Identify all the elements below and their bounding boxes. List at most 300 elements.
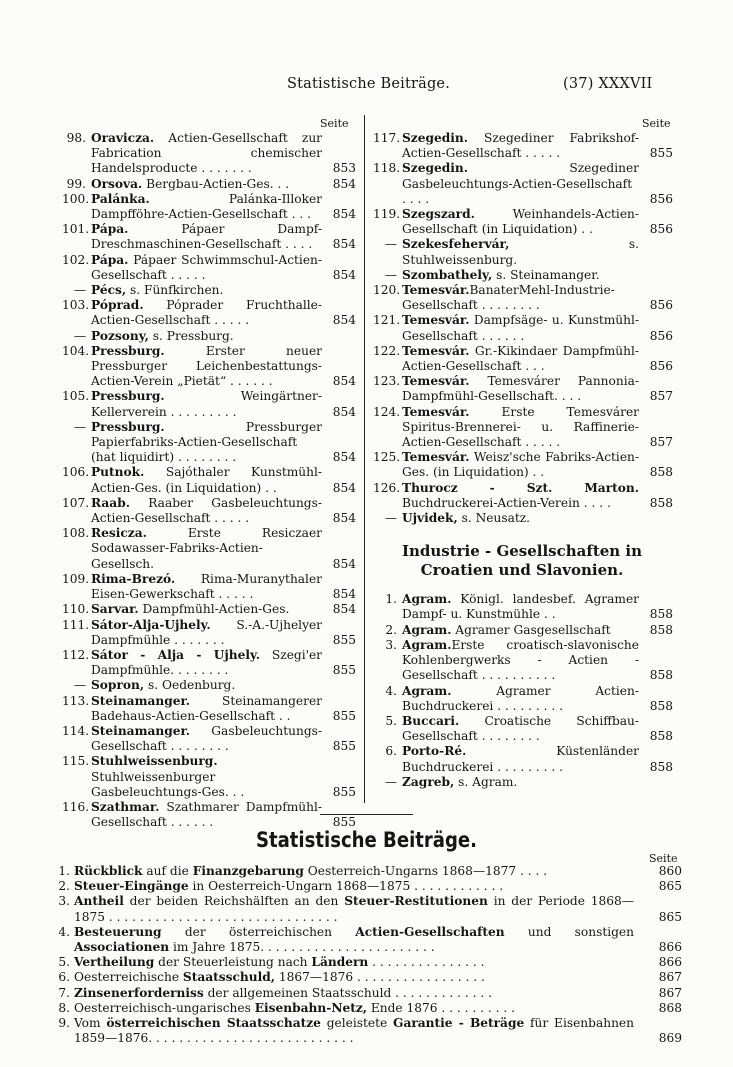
index-entry: [373, 374, 673, 404]
entry-keyword: Temesvár.: [402, 283, 470, 298]
entry-description: Königl. landesbef. Agramer Dampf- u. Kunstmühle . .: [402, 592, 639, 622]
entry-description: Weingärtner-Kellerverein . . . . . . . . .: [91, 389, 322, 419]
entry-text: [91, 724, 322, 754]
entry-keyword: Sarvar.: [91, 602, 139, 617]
left-column: [62, 131, 356, 830]
entry-number: —: [384, 237, 397, 252]
entry-page: 867: [658, 985, 682, 1000]
entry-page: 855: [332, 632, 356, 647]
entry-keyword: Pécs,: [91, 283, 127, 298]
entry-keyword: Ujvidek,: [402, 511, 458, 526]
entry-page: 857: [649, 435, 673, 450]
entry-text: [91, 496, 322, 526]
entry-description: s. Fünfkirchen.: [126, 283, 224, 298]
entry-page: 854: [332, 176, 356, 191]
entry-text: [91, 754, 322, 800]
entry-text: [74, 1001, 634, 1016]
entry-page: 865: [658, 909, 682, 924]
entry-description: Pápaer Schwimmschul-Actien-Gesellschaft . . . . .: [91, 252, 322, 282]
entry-text: [402, 744, 639, 774]
entry-text: [402, 638, 639, 684]
entry-page: 865: [658, 879, 682, 894]
entry-text: [91, 465, 322, 495]
entry-keyword: Rima-Brezó.: [91, 571, 176, 586]
entry-text: [91, 253, 322, 283]
entry-keyword: Associationen: [74, 940, 170, 955]
entry-keyword: Pápa.: [91, 222, 129, 237]
entry-keyword: Oravicza.: [91, 131, 155, 145]
entry-page: 854: [332, 404, 356, 419]
entry-description: Rima-Muranythaler Eisen-Gewerkschaft . . . . .: [91, 571, 322, 602]
index-entry: [373, 283, 673, 313]
entry-description: s. Steinamanger.: [492, 267, 600, 282]
entry-keyword: Steinamanger.: [91, 723, 191, 738]
index-entry: [373, 268, 673, 283]
entry-keyword: Porto-Ré.: [402, 744, 467, 759]
entry-keyword: Garantie - Beträge: [393, 1016, 525, 1031]
entry-number: 118.: [373, 161, 401, 176]
entry-text: [402, 313, 639, 343]
entry-text: [402, 592, 639, 622]
entry-page: 855: [332, 739, 356, 754]
entry-number: 99.: [66, 176, 86, 191]
entry-number: 6.: [385, 744, 397, 759]
entry-text: [402, 481, 639, 511]
entry-number: 119.: [373, 207, 401, 222]
index-entry: [373, 207, 673, 237]
entry-description: s. Neusatz.: [457, 511, 531, 526]
entry-page: 855: [332, 663, 356, 678]
entry-description: Erster neuer Pressburger Leichenbestattungs-Actien-Verein „Pietät“ . . . . . .: [91, 343, 322, 389]
entry-text: [402, 775, 639, 790]
entry-keyword: Temesvár.: [402, 404, 470, 419]
entry-description: Póprader Fruchthalle-Actien-Gesellschaft . . . . .: [91, 298, 322, 328]
index-entry: [62, 420, 356, 466]
index-entry: [373, 344, 673, 374]
entry-keyword: österreichischen Staatsschatze: [106, 1016, 321, 1031]
entry-number: 123.: [373, 374, 401, 389]
entry-description: Szegediner Fabrikshof-Actien-Gesellschaft . . . . .: [402, 131, 639, 161]
entry-text-part: Oesterreich-Ungarns 1868—1877 . . . .: [303, 864, 548, 878]
entry-text-part: geleistete: [320, 1016, 394, 1031]
croatia-entries: [373, 592, 673, 790]
entry-number: —: [384, 267, 397, 282]
entry-description: Gasbeleuchtungs-Gesellschaft . . . . . . . .: [91, 723, 322, 754]
entry-description: Steinamangerer Badehaus-Actien-Gesellschaft . .: [91, 693, 322, 723]
entry-text: [91, 298, 322, 328]
index-entry: [62, 754, 356, 800]
statistics-contents: [52, 864, 682, 1046]
entry-keyword: Orsova.: [91, 176, 143, 191]
entry-description: Agramer Actien-Buchdruckerei . . . . . . . . .: [402, 683, 639, 713]
entry-text-part: und sonstigen: [504, 924, 634, 939]
entry-page: 868: [658, 1000, 682, 1015]
entry-number: 107.: [62, 495, 90, 510]
entry-keyword: Szekesfehervár,: [402, 237, 510, 252]
entry-text-part: . . . . . . . . . . . . . . .: [368, 955, 485, 970]
column-divider: [364, 115, 365, 803]
entry-number: 111.: [62, 617, 90, 632]
entry-number: 9.: [58, 1016, 70, 1031]
entry-text: [402, 374, 639, 404]
entry-description: Temesvárer Pannonia-Dampfmühl-Gesellschaft. . . .: [402, 374, 639, 404]
seite-label-left: Seite: [320, 117, 349, 130]
entry-text: [91, 572, 322, 602]
index-entry: [62, 389, 356, 419]
entry-text-part: Vom: [74, 1016, 107, 1031]
entry-keyword: Temesvár.: [402, 313, 470, 328]
entry-keyword: Temesvár.: [402, 374, 470, 389]
entry-number: 1.: [58, 864, 70, 878]
contents-entry: [52, 894, 682, 924]
running-header: [0, 76, 733, 98]
entry-description: s. Agram.: [454, 774, 518, 789]
entry-description: Raaber Gasbeleuchtungs-Actien-Gesellschaft . . . . .: [91, 495, 322, 526]
entry-page: 866: [658, 940, 682, 955]
section-rule: [320, 814, 413, 815]
entry-text: [91, 131, 322, 177]
entry-keyword: Pressburg.: [91, 343, 165, 358]
entry-page: 855: [332, 815, 356, 830]
index-entry: [62, 800, 356, 830]
entry-keyword: Pozsony,: [91, 328, 149, 343]
entry-keyword: Resicza.: [91, 526, 147, 541]
entry-text-part: Oesterreichisch-ungarisches: [74, 1000, 255, 1015]
entry-number: —: [73, 328, 86, 343]
entry-keyword: Szegszard.: [402, 207, 475, 222]
entry-page: 858: [649, 698, 673, 713]
entry-page: 856: [649, 191, 673, 206]
index-entry: [62, 222, 356, 252]
right-column: [373, 131, 673, 790]
entry-text: [74, 970, 634, 985]
entry-keyword: Stuhlweissenburg.: [91, 754, 218, 769]
entry-description: Szegi'er Dampfmühle. . . . . . . .: [91, 647, 322, 678]
entry-page: 858: [649, 668, 673, 683]
entry-text: [74, 864, 634, 879]
entry-text: [74, 1016, 634, 1046]
entry-number: —: [73, 419, 86, 434]
entry-text-part: Ende 1876 . . . . . . . . . .: [367, 1000, 516, 1015]
entry-page: 867: [658, 970, 682, 985]
seite-label-bottom: Seite: [649, 852, 678, 865]
entry-page: 854: [332, 556, 356, 571]
entry-text: [91, 177, 322, 192]
entry-number: 104.: [62, 343, 90, 358]
index-entry: [62, 283, 356, 298]
entry-keyword: Putnok.: [91, 465, 145, 480]
entry-number: 5.: [58, 955, 70, 970]
entry-description: Sajóthaler Kunstmühl-Actien-Ges. (in Liquidation) . .: [91, 465, 322, 495]
entry-keyword: Sátor-Alja-Ujhely.: [91, 617, 211, 632]
entry-number: 117.: [373, 131, 401, 145]
index-entry: [373, 161, 673, 207]
entry-text: [402, 283, 639, 313]
entry-page: 855: [649, 146, 673, 161]
entry-keyword: Szegedin.: [402, 161, 469, 176]
entry-page: 856: [649, 298, 673, 313]
entry-text: [91, 329, 322, 344]
entry-page: 854: [332, 313, 356, 328]
entry-page: 854: [332, 480, 356, 495]
entry-page: 854: [332, 602, 356, 617]
entry-number: 115.: [62, 754, 90, 769]
entry-number: 7.: [58, 985, 70, 1000]
entry-page: 854: [332, 587, 356, 602]
entry-page: 855: [332, 708, 356, 723]
entry-keyword: Steuer-Restitutionen: [344, 894, 488, 909]
entry-description: BanaterMehl-Industrie-Gesellschaft . . . . . . . .: [402, 283, 615, 313]
entry-text-part: in Oesterreich-Ungarn 1868—1875 . . . . . . . . . . . .: [188, 879, 504, 894]
entry-text: [91, 420, 322, 466]
entry-page: 854: [332, 207, 356, 222]
index-entry: [373, 714, 673, 744]
index-entry: [373, 775, 673, 790]
entry-text: [402, 714, 639, 744]
contents-entry: [52, 864, 682, 879]
entry-keyword: Pressburg.: [91, 389, 165, 404]
entry-number: 116.: [62, 799, 90, 814]
contents-entry: [52, 879, 682, 894]
entry-description: Pressburger Papierfabriks-Actien-Gesellschaft (hat liquidirt) . . . . . . . .: [91, 419, 322, 465]
entry-description: Weinhandels-Actien-Gesellschaft (in Liquidation) . .: [402, 207, 639, 237]
entry-description: Pápaer Dampf-Dreschmaschinen-Gesellschaft . . . .: [91, 222, 322, 252]
entry-description: Agramer Gasgesellschaft: [451, 622, 611, 637]
entry-text-part: Oesterreichische: [74, 970, 183, 985]
entry-text: [74, 925, 634, 955]
contents-entry: [52, 970, 682, 985]
entry-page: 858: [649, 622, 673, 637]
entry-text: [74, 879, 634, 894]
entry-number: —: [73, 283, 86, 298]
index-entry: [373, 131, 673, 161]
section-title: Statistische Beiträge.: [255, 828, 478, 852]
entry-text: [402, 511, 639, 526]
entry-text: [402, 131, 639, 161]
entry-description: Croatische Schiffbau-Gesellschaft . . . . . . . .: [402, 713, 639, 744]
entry-description: s. Pressburg.: [148, 328, 234, 343]
entry-description: Bergbau-Actien-Ges. . .: [142, 176, 290, 191]
entry-text: [74, 894, 634, 924]
index-entry: [373, 481, 673, 511]
contents-entry: [52, 1016, 682, 1046]
entry-text-part: auf die: [142, 864, 193, 878]
entry-text: [402, 344, 639, 374]
index-entry: [62, 694, 356, 724]
entry-page: 855: [332, 784, 356, 799]
entry-page: 860: [658, 864, 682, 878]
entry-keyword: Szegedin.: [402, 131, 469, 145]
index-entry: [373, 511, 673, 526]
entry-number: 102.: [62, 252, 90, 267]
entry-description: Stuhlweissenburger Gasbeleuchtungs-Ges. . .: [91, 769, 245, 799]
entry-text-part: der beiden Reichshälften an den: [123, 894, 345, 909]
entry-keyword: Szombathely,: [402, 267, 493, 282]
entry-text: [74, 955, 634, 970]
entry-description: s. Oedenburg.: [144, 678, 236, 693]
running-title: Statistische Beiträge.: [287, 76, 451, 92]
contents-entry: [52, 925, 682, 955]
entry-keyword: Finanzgebarung: [192, 864, 304, 878]
entry-keyword: Steuer-Eingänge: [74, 879, 189, 894]
index-entry: [62, 724, 356, 754]
entry-page: 854: [332, 450, 356, 465]
entry-text: [91, 283, 322, 298]
entry-keyword: Eisenbahn-Netz,: [254, 1000, 368, 1015]
entry-page: 854: [332, 267, 356, 282]
entry-number: 4.: [58, 924, 70, 939]
entry-description: Dampfsäge- u. Kunstmühl-Gesellschaft . . . . . .: [402, 313, 639, 343]
entry-number: 4.: [385, 683, 397, 698]
entry-keyword: Steinamanger.: [91, 693, 191, 708]
entry-number: 8.: [58, 1000, 70, 1015]
index-entry: [373, 592, 673, 622]
entry-description: Küstenländer Buchdruckerei . . . . . . . . .: [402, 744, 639, 774]
entry-keyword: Vertheilung: [74, 955, 155, 970]
entry-keyword: Rückblick: [74, 864, 143, 878]
entry-description: s. Stuhlweissenburg.: [402, 237, 639, 267]
entry-text: [402, 237, 639, 267]
entry-page: 854: [332, 237, 356, 252]
contents-entry: [52, 955, 682, 970]
index-entry: [373, 405, 673, 451]
entry-number: 2.: [58, 879, 70, 894]
entry-description: Szathmarer Dampfmühl-Gesellschaft . . . . . .: [91, 799, 322, 830]
index-entry: [373, 623, 673, 638]
subheading-croatia: [373, 542, 673, 580]
index-entry: [62, 329, 356, 344]
entry-description: Szegediner Gasbeleuchtungs-Actien-Gesellschaft . . . .: [402, 161, 639, 206]
entry-page: 856: [649, 222, 673, 237]
entry-number: 114.: [62, 723, 90, 738]
entry-keyword: Póprad.: [91, 298, 144, 313]
entry-keyword: Zagreb,: [402, 774, 455, 789]
entry-keyword: Staatsschuld,: [182, 970, 276, 985]
index-entry: [62, 298, 356, 328]
entry-number: 3.: [58, 894, 70, 909]
index-entry: [62, 678, 356, 693]
entry-text: [91, 618, 322, 648]
index-entry: [373, 450, 673, 480]
index-entry: [62, 465, 356, 495]
entry-keyword: Actien-Gesellschaften: [355, 924, 505, 939]
entry-number: 120.: [373, 283, 401, 298]
entry-page: 858: [649, 495, 673, 510]
entry-description: S.-A.-Ujhelyer Dampfmühle . . . . . . .: [91, 617, 322, 647]
entry-description: Actien-Gesellschaft zur Fabrication chemischer Handelsproducte . . . . . . .: [91, 131, 322, 176]
entry-keyword: Agram.: [402, 622, 452, 637]
entry-number: 125.: [373, 450, 401, 465]
entry-keyword: Sopron,: [91, 678, 145, 693]
entry-keyword: Antheil: [74, 894, 124, 909]
entry-keyword: Zinsenerforderniss: [74, 985, 204, 1000]
index-entry: [373, 684, 673, 714]
entry-text: [91, 800, 322, 830]
entry-number: 109.: [62, 571, 90, 586]
entry-keyword: Temesvár.: [402, 343, 470, 358]
entry-keyword: Agram.: [402, 637, 452, 652]
entry-page: 856: [649, 359, 673, 374]
entry-page: 853: [332, 161, 356, 176]
entry-text-part: für Eisenbahnen 1859—1876. . . . . . . . . . . . . . . . . . . . . . . . . . .: [74, 1016, 634, 1046]
index-entry: [373, 638, 673, 684]
entry-keyword: Pápa.: [91, 252, 129, 267]
entry-number: 105.: [62, 389, 90, 404]
entry-page: 858: [649, 759, 673, 774]
page-number: (37) XXXVII: [563, 76, 653, 92]
entry-number: —: [73, 678, 86, 693]
entry-number: 106.: [62, 465, 90, 480]
entry-text: [91, 694, 322, 724]
index-entry: [62, 602, 356, 617]
index-entry: [62, 131, 356, 177]
entry-number: 3.: [385, 637, 397, 652]
entry-number: 101.: [62, 222, 90, 237]
entry-keyword: Szathmar.: [91, 799, 160, 814]
right-column-entries: [373, 131, 673, 526]
entry-text: [402, 207, 639, 237]
entry-text: [402, 268, 639, 283]
entry-text: [74, 986, 634, 1001]
entry-text: [402, 623, 639, 638]
entry-text-part: der allgemeinen Staatsschuld . . . . . . . . . . . . .: [203, 985, 493, 1000]
entry-number: 6.: [58, 970, 70, 985]
index-entry: [62, 344, 356, 390]
entry-number: 126.: [373, 480, 401, 495]
entry-page: 857: [649, 389, 673, 404]
entry-keyword: Buccari.: [402, 713, 460, 728]
entry-text: [91, 678, 322, 693]
entry-text: [91, 344, 322, 390]
entry-keyword: Agram.: [402, 592, 452, 607]
index-entry: [62, 526, 356, 572]
entry-keyword: Raab.: [91, 495, 130, 510]
seite-label-right: Seite: [642, 117, 671, 130]
entry-text: [91, 526, 322, 572]
entry-page: 866: [658, 955, 682, 970]
entry-number: 98.: [66, 131, 86, 145]
entry-number: 113.: [62, 693, 90, 708]
entry-number: —: [384, 511, 397, 526]
entry-keyword: Palánka.: [91, 191, 150, 206]
entry-text-part: im Jahre 1875. . . . . . . . . . . . . . . . . . . . . . .: [169, 940, 435, 955]
entry-description: Gr.-Kikindaer Dampfmühl-Actien-Gesellschaft . . .: [402, 343, 639, 374]
contents-entry: [52, 986, 682, 1001]
entry-text: [91, 389, 322, 419]
contents-entry: [52, 1001, 682, 1016]
entry-number: 122.: [373, 343, 401, 358]
entry-keyword: Sátor - Alja - Ujhely.: [91, 647, 260, 662]
entry-number: 103.: [62, 298, 90, 313]
index-entry: [62, 496, 356, 526]
entry-text: [402, 684, 639, 714]
entry-number: 2.: [385, 622, 397, 637]
entry-text: [91, 222, 322, 252]
entry-keyword: Besteuerung: [74, 924, 162, 939]
subheading-line2: Croatien und Slavonien.: [420, 561, 624, 580]
index-entry: [62, 648, 356, 678]
entry-page: 856: [649, 328, 673, 343]
entry-number: 5.: [385, 713, 397, 728]
entry-number: 110.: [62, 602, 90, 617]
entry-keyword: Thurocz - Szt. Marton.: [402, 480, 639, 495]
entry-page: 854: [332, 511, 356, 526]
entry-number: 100.: [62, 191, 90, 206]
entry-description: Erste Resiczaer Sodawasser-Fabriks-Actien-Gesellsch.: [91, 526, 322, 571]
entry-page: 858: [649, 607, 673, 622]
entry-text: [91, 648, 322, 678]
subheading-line1: Industrie - Gesellschaften in: [401, 542, 643, 561]
